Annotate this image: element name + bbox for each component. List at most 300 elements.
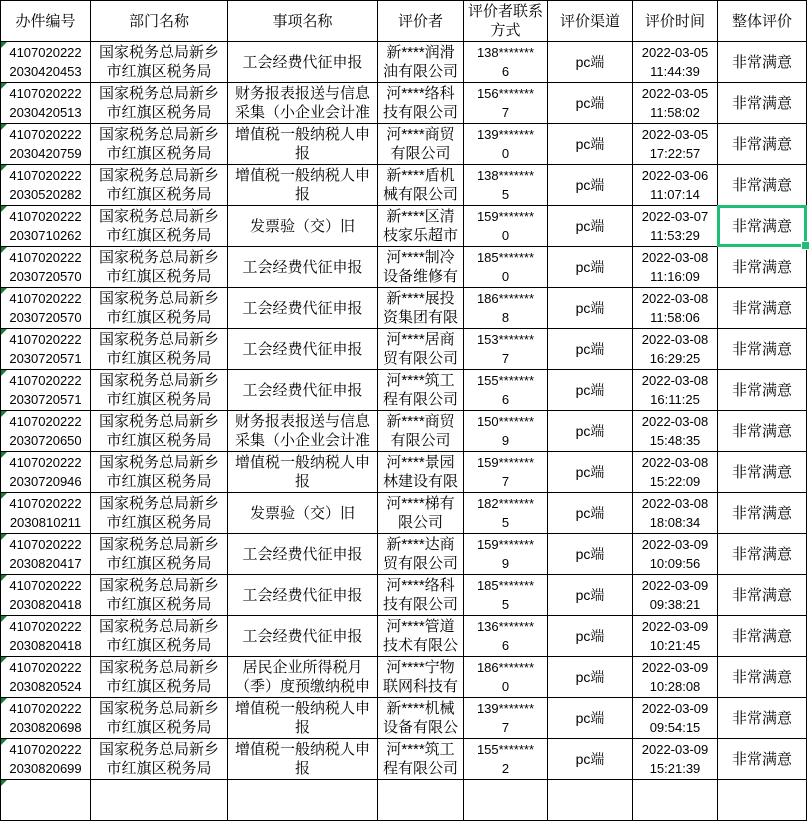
rating-cell[interactable] xyxy=(718,42,807,83)
cell-text: 150******* 9 xyxy=(476,414,535,448)
column-header-label: 整体评价 xyxy=(731,12,792,30)
cell-text: 非常满意 xyxy=(731,176,792,194)
cell-text: 非常满意 xyxy=(731,381,792,399)
time-cell[interactable] xyxy=(633,288,718,329)
cell-text: 4107020222 2030720571 xyxy=(9,332,82,366)
rating-cell[interactable] xyxy=(718,452,807,493)
channel-cell[interactable] xyxy=(548,288,633,329)
cell-text: 工会经费代征申报 xyxy=(242,627,363,645)
time-cell[interactable] xyxy=(633,698,718,739)
contact-cell[interactable] xyxy=(464,575,548,616)
channel-cell[interactable] xyxy=(548,206,633,247)
cell-text: 国家税务总局新乡市红旗区税务局 xyxy=(98,44,219,80)
cell-text: 工会经费代征申报 xyxy=(242,53,363,71)
item-cell[interactable] xyxy=(228,657,378,698)
cell-text: 国家税务总局新乡市红旗区税务局 xyxy=(98,126,219,162)
cell-text: 增值税一般纳税人申报 xyxy=(234,126,370,162)
department-cell[interactable] xyxy=(91,534,228,575)
item-cell[interactable] xyxy=(228,616,378,657)
cell-text: 185******* 5 xyxy=(476,578,535,612)
case_id-cell[interactable] xyxy=(1,329,91,370)
item-cell[interactable] xyxy=(228,452,378,493)
cell-text: 河****筑工程有限公司 xyxy=(382,372,458,408)
cell-text: pc端 xyxy=(575,709,605,726)
cell-text: 河****居商贸有限公司 xyxy=(382,331,458,367)
case_id-cell[interactable] xyxy=(1,739,91,780)
column-header-time[interactable] xyxy=(633,1,718,42)
cell-text: 河****景园林建设有限 xyxy=(382,454,458,490)
table-row xyxy=(1,411,807,452)
cell-text: 159******* 9 xyxy=(476,537,535,571)
fill-handle[interactable] xyxy=(801,241,810,250)
table-row xyxy=(1,657,807,698)
department-cell[interactable] xyxy=(91,288,228,329)
rating-cell[interactable] xyxy=(718,329,807,370)
channel-cell[interactable] xyxy=(548,124,633,165)
rating-cell[interactable] xyxy=(718,411,807,452)
cell-text: 财务报表报送与信息采集（小企业会计准 xyxy=(234,85,370,121)
case_id-cell[interactable] xyxy=(1,616,91,657)
department-cell[interactable] xyxy=(91,206,228,247)
cell-text: 2022-03-05 11:44:39 xyxy=(641,45,709,79)
cell-text: 非常满意 xyxy=(731,463,792,481)
case_id-cell[interactable] xyxy=(1,42,91,83)
evaluator-cell[interactable] xyxy=(378,452,464,493)
case_id-cell[interactable] xyxy=(1,657,91,698)
rating-cell[interactable] xyxy=(718,739,807,780)
rating-cell[interactable] xyxy=(718,247,807,288)
cell-text: 河****制冷设备维修有 xyxy=(382,249,458,285)
time-cell[interactable] xyxy=(633,329,718,370)
table-row xyxy=(1,493,807,534)
column-header-channel[interactable] xyxy=(548,1,633,42)
table-row xyxy=(1,452,807,493)
rating-cell[interactable] xyxy=(718,288,807,329)
column-header-label: 部门名称 xyxy=(128,12,189,30)
time-cell[interactable] xyxy=(633,83,718,124)
case_id-cell[interactable] xyxy=(1,206,91,247)
cell-text: 国家税务总局新乡市红旗区税务局 xyxy=(98,290,219,326)
cell-text: 工会经费代征申报 xyxy=(242,586,363,604)
item-cell[interactable] xyxy=(228,165,378,206)
case_id-cell[interactable] xyxy=(1,124,91,165)
channel-cell[interactable] xyxy=(548,329,633,370)
contact-cell[interactable] xyxy=(464,42,548,83)
case_id-cell[interactable] xyxy=(1,493,91,534)
cell-text: 159******* 0 xyxy=(476,209,535,243)
evaluator-cell[interactable] xyxy=(378,370,464,411)
department-cell[interactable] xyxy=(91,493,228,534)
cell-text: 增值税一般纳税人申报 xyxy=(234,700,370,736)
contact-cell[interactable] xyxy=(464,124,548,165)
department-cell[interactable] xyxy=(91,739,228,780)
channel-cell[interactable] xyxy=(548,165,633,206)
case_id-cell[interactable] xyxy=(1,288,91,329)
cell-text: 2022-03-05 11:58:02 xyxy=(641,86,709,120)
table-row xyxy=(1,247,807,288)
column-header-item[interactable] xyxy=(228,1,378,42)
table-row xyxy=(1,575,807,616)
contact-cell[interactable] xyxy=(464,616,548,657)
cell-text: 国家税务总局新乡市红旗区税务局 xyxy=(98,659,219,695)
evaluator-cell[interactable] xyxy=(378,124,464,165)
cell-text: 2022-03-07 11:53:29 xyxy=(641,209,709,243)
contact-cell[interactable] xyxy=(464,411,548,452)
cell-text: 新****润滑油有限公司 xyxy=(382,44,458,80)
cell-text: 非常满意 xyxy=(731,668,792,686)
time-cell[interactable] xyxy=(633,411,718,452)
table-row xyxy=(1,124,807,165)
cell-text: 2022-03-05 17:22:57 xyxy=(641,127,709,161)
rating-cell[interactable] xyxy=(718,575,807,616)
contact-cell[interactable] xyxy=(464,206,548,247)
contact-cell[interactable] xyxy=(464,370,548,411)
cell-text: 非常满意 xyxy=(731,135,792,153)
evaluator-cell[interactable] xyxy=(378,698,464,739)
cell-text: 138******* 6 xyxy=(476,45,535,79)
cell-text: 国家税务总局新乡市红旗区税务局 xyxy=(98,413,219,449)
case_id-cell[interactable] xyxy=(1,165,91,206)
cell-text: 2022-03-09 15:21:39 xyxy=(641,742,709,776)
rating-cell[interactable] xyxy=(718,165,807,206)
cell-text: pc端 xyxy=(575,750,605,767)
cell-text: 2022-03-09 10:09:56 xyxy=(641,537,709,571)
table-row xyxy=(1,534,807,575)
time-cell[interactable] xyxy=(633,534,718,575)
cell-text: 4107020222 2030720650 xyxy=(9,414,82,448)
evaluator-cell[interactable] xyxy=(378,206,464,247)
cell-text: 4107020222 2030420453 xyxy=(9,45,82,79)
time-cell[interactable] xyxy=(633,493,718,534)
cell-text: 4107020222 2030820417 xyxy=(9,537,82,571)
item-cell[interactable] xyxy=(228,288,378,329)
cell-text: 居民企业所得税月（季）度预缴纳税申 xyxy=(234,659,370,695)
department-cell[interactable] xyxy=(91,124,228,165)
item-cell[interactable] xyxy=(228,329,378,370)
cell-text: 4107020222 2030720570 xyxy=(9,291,82,325)
cell-text: 新****展投资集团有限 xyxy=(382,290,458,326)
case_id-cell[interactable] xyxy=(1,780,91,821)
case_id-cell[interactable] xyxy=(1,698,91,739)
channel-cell[interactable] xyxy=(548,493,633,534)
time-cell[interactable] xyxy=(633,780,718,821)
cell-text: 新****盾机械有限公司 xyxy=(382,167,458,203)
contact-cell[interactable] xyxy=(464,452,548,493)
item-cell[interactable] xyxy=(228,42,378,83)
channel-cell[interactable] xyxy=(548,739,633,780)
cell-text: 2022-03-08 18:08:34 xyxy=(641,496,709,530)
department-cell[interactable] xyxy=(91,411,228,452)
channel-cell[interactable] xyxy=(548,370,633,411)
table-row xyxy=(1,370,807,411)
contact-cell[interactable] xyxy=(464,493,548,534)
channel-cell[interactable] xyxy=(548,780,633,821)
channel-cell[interactable] xyxy=(548,657,633,698)
evaluator-cell[interactable] xyxy=(378,657,464,698)
item-cell[interactable] xyxy=(228,575,378,616)
cell-text: pc端 xyxy=(575,463,605,480)
item-cell[interactable] xyxy=(228,493,378,534)
cell-text: 2022-03-08 15:48:35 xyxy=(641,414,709,448)
column-header-rating[interactable] xyxy=(718,1,807,42)
cell-text: 国家税务总局新乡市红旗区税务局 xyxy=(98,495,219,531)
cell-text: 非常满意 xyxy=(731,217,792,235)
cell-text: 工会经费代征申报 xyxy=(242,299,363,317)
department-cell[interactable] xyxy=(91,575,228,616)
item-cell[interactable] xyxy=(228,534,378,575)
cell-text: 2022-03-08 11:58:06 xyxy=(641,291,709,325)
cell-text: 2022-03-09 09:38:21 xyxy=(641,578,709,612)
column-header-label: 评价渠道 xyxy=(559,12,620,30)
department-cell[interactable] xyxy=(91,370,228,411)
evaluator-cell[interactable] xyxy=(378,616,464,657)
rating-cell[interactable] xyxy=(718,616,807,657)
contact-cell[interactable] xyxy=(464,780,548,821)
department-cell[interactable] xyxy=(91,247,228,288)
column-header-department[interactable] xyxy=(91,1,228,42)
cell-text: pc端 xyxy=(575,53,605,70)
time-cell[interactable] xyxy=(633,206,718,247)
time-cell[interactable] xyxy=(633,575,718,616)
cell-text: 国家税务总局新乡市红旗区税务局 xyxy=(98,700,219,736)
evaluator-cell[interactable] xyxy=(378,739,464,780)
case_id-cell[interactable] xyxy=(1,575,91,616)
channel-cell[interactable] xyxy=(548,616,633,657)
contact-cell[interactable] xyxy=(464,329,548,370)
table-row xyxy=(1,739,807,780)
cell-text: 河****筑工程有限公司 xyxy=(382,741,458,777)
cell-text: 工会经费代征申报 xyxy=(242,545,363,563)
rating-cell[interactable] xyxy=(718,657,807,698)
cell-text: 国家税务总局新乡市红旗区税务局 xyxy=(98,536,219,572)
rating-cell[interactable] xyxy=(718,206,807,247)
cell-text: 155******* 6 xyxy=(476,373,535,407)
cell-text: 非常满意 xyxy=(731,545,792,563)
evaluator-cell[interactable] xyxy=(378,247,464,288)
evaluator-cell[interactable] xyxy=(378,411,464,452)
item-cell[interactable] xyxy=(228,83,378,124)
cell-text: pc端 xyxy=(575,176,605,193)
cell-text: 国家税务总局新乡市红旗区税务局 xyxy=(98,372,219,408)
evaluator-cell[interactable] xyxy=(378,780,464,821)
cell-text: 工会经费代征申报 xyxy=(242,258,363,276)
cell-text: 4107020222 2030820699 xyxy=(9,742,82,776)
cell-text: 153******* 7 xyxy=(476,332,535,366)
case_id-cell[interactable] xyxy=(1,247,91,288)
cell-text: 工会经费代征申报 xyxy=(242,381,363,399)
cell-text: pc端 xyxy=(575,94,605,111)
rating-cell[interactable] xyxy=(718,534,807,575)
cell-text: 185******* 0 xyxy=(476,250,535,284)
department-cell[interactable] xyxy=(91,42,228,83)
table-row xyxy=(1,165,807,206)
column-header-evaluator[interactable] xyxy=(378,1,464,42)
evaluator-cell[interactable] xyxy=(378,575,464,616)
cell-text: pc端 xyxy=(575,258,605,275)
item-cell[interactable] xyxy=(228,124,378,165)
contact-cell[interactable] xyxy=(464,288,548,329)
channel-cell[interactable] xyxy=(548,698,633,739)
cell-text: 4107020222 2030720571 xyxy=(9,373,82,407)
cell-text: 新****区清枝家乐超市 xyxy=(382,208,458,244)
column-header-label: 评价者 xyxy=(397,12,443,30)
contact-cell[interactable] xyxy=(464,698,548,739)
cell-text: 138******* 5 xyxy=(476,168,535,202)
table-row xyxy=(1,83,807,124)
column-header-label: 办件编号 xyxy=(15,12,76,30)
item-cell[interactable] xyxy=(228,739,378,780)
cell-text: 非常满意 xyxy=(731,709,792,727)
cell-text: 4107020222 2030820524 xyxy=(9,660,82,694)
rating-cell[interactable] xyxy=(718,370,807,411)
evaluator-cell[interactable] xyxy=(378,42,464,83)
column-header-case_id[interactable] xyxy=(1,1,91,42)
cell-text: 增值税一般纳税人申报 xyxy=(234,741,370,777)
department-cell[interactable] xyxy=(91,698,228,739)
department-cell[interactable] xyxy=(91,329,228,370)
department-cell[interactable] xyxy=(91,657,228,698)
case_id-cell[interactable] xyxy=(1,411,91,452)
time-cell[interactable] xyxy=(633,657,718,698)
evaluator-cell[interactable] xyxy=(378,329,464,370)
case_id-cell[interactable] xyxy=(1,452,91,493)
cell-text: 河****宁物联网科技有 xyxy=(382,659,458,695)
evaluator-cell[interactable] xyxy=(378,534,464,575)
cell-text: 非常满意 xyxy=(731,627,792,645)
time-cell[interactable] xyxy=(633,616,718,657)
channel-cell[interactable] xyxy=(548,534,633,575)
contact-cell[interactable] xyxy=(464,657,548,698)
cell-text: 2022-03-09 09:54:15 xyxy=(641,701,709,735)
cell-text: 非常满意 xyxy=(731,504,792,522)
evaluator-cell[interactable] xyxy=(378,493,464,534)
cell-text: 4107020222 2030720570 xyxy=(9,250,82,284)
column-header-label: 评价者联系方式 xyxy=(467,3,543,39)
cell-text: 发票验（交）旧 xyxy=(249,504,355,522)
cell-text: 国家税务总局新乡市红旗区税务局 xyxy=(98,249,219,285)
cell-text: 国家税务总局新乡市红旗区税务局 xyxy=(98,208,219,244)
department-cell[interactable] xyxy=(91,83,228,124)
evaluator-cell[interactable] xyxy=(378,288,464,329)
department-cell[interactable] xyxy=(91,780,228,821)
contact-cell[interactable] xyxy=(464,83,548,124)
department-cell[interactable] xyxy=(91,452,228,493)
cell-text: 156******* 7 xyxy=(476,86,535,120)
item-cell[interactable] xyxy=(228,411,378,452)
case_id-cell[interactable] xyxy=(1,534,91,575)
cell-text: pc端 xyxy=(575,668,605,685)
cell-text: 2022-03-08 16:11:25 xyxy=(641,373,709,407)
channel-cell[interactable] xyxy=(548,42,633,83)
evaluator-cell[interactable] xyxy=(378,165,464,206)
cell-text: 国家税务总局新乡市红旗区税务局 xyxy=(98,577,219,613)
time-cell[interactable] xyxy=(633,42,718,83)
cell-text: 非常满意 xyxy=(731,299,792,317)
column-header-label: 评价时间 xyxy=(644,12,705,30)
cell-text: 4107020222 2030810211 xyxy=(9,496,82,530)
cell-text: 河****络科技有限公司 xyxy=(382,577,458,613)
contact-cell[interactable] xyxy=(464,247,548,288)
time-cell[interactable] xyxy=(633,247,718,288)
item-cell[interactable] xyxy=(228,206,378,247)
rating-cell[interactable] xyxy=(718,124,807,165)
case_id-cell[interactable] xyxy=(1,83,91,124)
column-header-label: 事项名称 xyxy=(272,12,333,30)
cell-text: 新****机械设备有限公 xyxy=(382,700,458,736)
cell-text: 河****络科技有限公司 xyxy=(382,85,458,121)
item-cell[interactable] xyxy=(228,247,378,288)
cell-text: pc端 xyxy=(575,340,605,357)
contact-cell[interactable] xyxy=(464,165,548,206)
time-cell[interactable] xyxy=(633,124,718,165)
time-cell[interactable] xyxy=(633,165,718,206)
table-row xyxy=(1,698,807,739)
cell-text: 4107020222 2030820418 xyxy=(9,578,82,612)
rating-cell[interactable] xyxy=(718,493,807,534)
cell-text: pc端 xyxy=(575,381,605,398)
channel-cell[interactable] xyxy=(548,247,633,288)
item-cell[interactable] xyxy=(228,370,378,411)
channel-cell[interactable] xyxy=(548,575,633,616)
time-cell[interactable] xyxy=(633,370,718,411)
cell-text: 增值税一般纳税人申报 xyxy=(234,454,370,490)
table-row xyxy=(1,616,807,657)
cell-text: 非常满意 xyxy=(731,94,792,112)
table-row xyxy=(1,288,807,329)
cell-text: 2022-03-08 15:22:09 xyxy=(641,455,709,489)
cell-text: 国家税务总局新乡市红旗区税务局 xyxy=(98,454,219,490)
department-cell[interactable] xyxy=(91,616,228,657)
contact-cell[interactable] xyxy=(464,739,548,780)
cell-text: 139******* 7 xyxy=(476,701,535,735)
cell-text: 发票验（交）旧 xyxy=(249,217,355,235)
rating-cell[interactable] xyxy=(718,83,807,124)
channel-cell[interactable] xyxy=(548,83,633,124)
cell-text: 186******* 8 xyxy=(476,291,535,325)
cell-text: pc端 xyxy=(575,135,605,152)
rating-cell[interactable] xyxy=(718,698,807,739)
cell-text: 4107020222 2030820698 xyxy=(9,701,82,735)
column-header-contact[interactable] xyxy=(464,1,548,42)
channel-cell[interactable] xyxy=(548,452,633,493)
cell-text: 增值税一般纳税人申报 xyxy=(234,167,370,203)
cell-text: 河****商贸有限公司 xyxy=(386,126,455,162)
cell-text: 186******* 0 xyxy=(476,660,535,694)
cell-text: 工会经费代征申报 xyxy=(242,340,363,358)
cell-text: 4107020222 2030820418 xyxy=(9,619,82,653)
item-cell[interactable] xyxy=(228,698,378,739)
rating-cell[interactable] xyxy=(718,780,807,821)
cell-text: 新****商贸有限公司 xyxy=(386,413,455,449)
department-cell[interactable] xyxy=(91,165,228,206)
cell-text: 财务报表报送与信息采集（小企业会计准 xyxy=(234,413,370,449)
case_id-cell[interactable] xyxy=(1,370,91,411)
table-row xyxy=(1,206,807,247)
evaluator-cell[interactable] xyxy=(378,83,464,124)
item-cell[interactable] xyxy=(228,780,378,821)
cell-text: 河****梯有限公司 xyxy=(386,495,455,531)
cell-text: pc端 xyxy=(575,545,605,562)
cell-text: pc端 xyxy=(575,627,605,644)
contact-cell[interactable] xyxy=(464,534,548,575)
cell-text: pc端 xyxy=(575,217,605,234)
time-cell[interactable] xyxy=(633,739,718,780)
time-cell[interactable] xyxy=(633,452,718,493)
cell-text: 4107020222 2030520282 xyxy=(9,168,82,202)
cell-text: 非常满意 xyxy=(731,586,792,604)
cell-text: 2022-03-06 11:07:14 xyxy=(641,168,709,202)
channel-cell[interactable] xyxy=(548,411,633,452)
